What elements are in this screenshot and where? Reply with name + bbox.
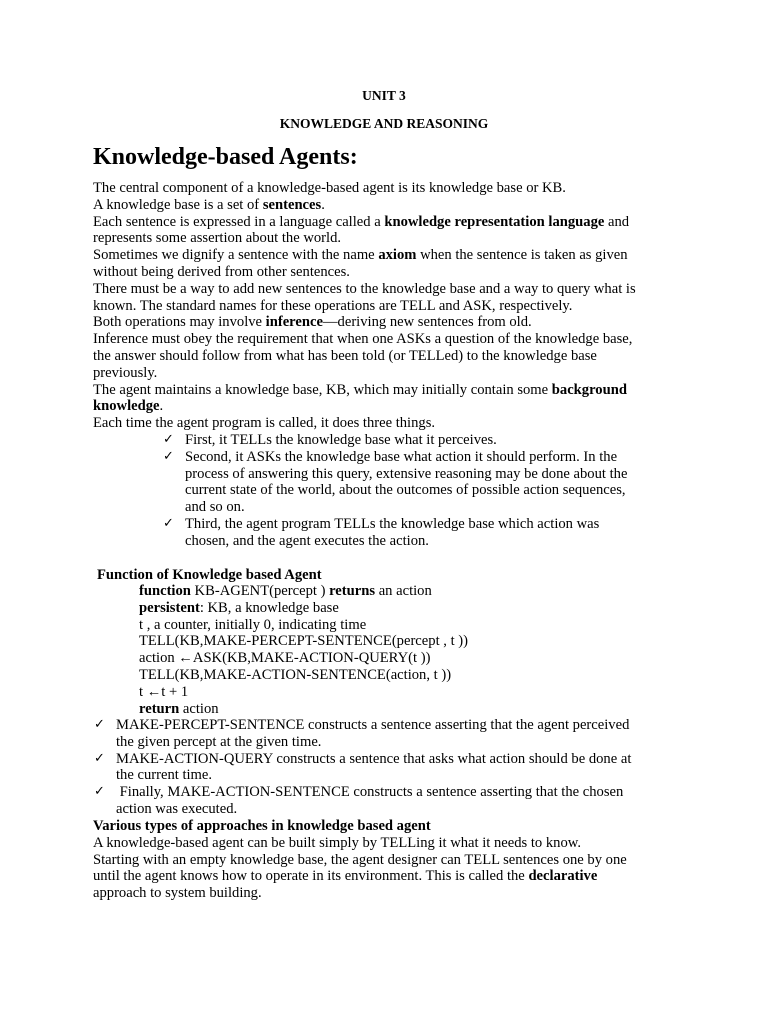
checkmark-icon: ✓ [163,432,174,447]
pseudocode-block [139,583,679,717]
checkmark-icon: ✓ [94,784,105,800]
list-item: ✓ First, it TELLs the knowledge base what it perceives. [163,432,497,448]
intro-line: There must be a way to add new sentences to the knowledge base and a way to query what is [93,280,636,297]
intro-line: the answer should follow from what has been told (or TELLed) to the knowledge base [93,347,597,364]
intro-line: Inference must obey the requirement that when one ASKs a question of the knowledge base, [93,331,633,348]
function-notes-list [94,717,694,818]
checkmark-icon: ✓ [94,717,105,732]
list-item: ✓ MAKE-ACTION-QUERY constructs a sentence that asks what action should be done at the current time. [94,750,632,784]
checkmark-icon: ✓ [163,448,174,464]
section-title: Knowledge-based Agents: [93,144,358,170]
approaches-section [93,818,678,902]
code-line: TELL(KB,MAKE-ACTION-SENTENCE(action, t )) [139,666,452,683]
list-item: ✓ MAKE-PERCEPT-SENTENCE constructs a sentence asserting that the agent perceived the given percept at the given time. [94,717,630,750]
intro-line: The central component of a knowledge-based agent is its knowledge base or KB. [93,180,566,196]
intro-line: Both operations may involve inference—deriving new sentences from old. [93,314,532,331]
approaches-heading: Various types of approaches in knowledge based agent [93,818,431,834]
checkmark-icon: ✓ [163,515,174,531]
unit-label: UNIT 3 [362,88,406,103]
intro-line: Sometimes we dignify a sentence with the name axiom when the sentence is taken as given [93,247,628,264]
intro-line: knowledge. [93,398,164,415]
function-heading: Function of Knowledge based Agent [97,567,322,583]
intro-line: known. The standard names for these operations are TELL and ASK, respectively. [93,297,573,314]
intro-line: Each time the agent program is called, it does three things. [93,415,436,432]
chapter-subtitle: KNOWLEDGE AND REASONING [279,116,489,131]
list-item: ✓ Finally, MAKE-ACTION-SENTENCE constructs a sentence asserting that the chosen action was executed. [94,784,624,817]
approaches-line: approach to system building. [93,885,262,902]
intro-line: The agent maintains a knowledge base, KB, which may initially contain some background [93,381,627,398]
approaches-line: A knowledge-based agent can be built simply by TELLing it what it needs to know. [93,834,581,851]
code-line: t , a counter, initially 0, indicating time [139,616,367,633]
intro-line: previously. [93,364,158,381]
list-item: ✓ Second, it ASKs the knowledge base what action it should perform. In the process of answering this query, extensive reasoning may be done about the current state of the world, about the outcomes of possible action sequences, and so on. [163,448,628,516]
code-line: t ←t + 1 [139,683,189,700]
list-item: ✓ Third, the agent program TELLs the knowledge base which action was chosen, and the agent executes the action. [163,515,600,549]
checkmark-icon: ✓ [94,750,105,766]
intro-line: A knowledge base is a set of sentences. [93,196,325,213]
code-line: return action [139,700,219,717]
code-line: TELL(KB,MAKE-PERCEPT-SENTENCE(percept , t )) [139,633,468,650]
code-line: action ←ASK(KB,MAKE-ACTION-QUERY(t )) [139,650,431,667]
code-line: persistent: KB, a knowledge base [139,599,339,616]
agent-steps-list [163,432,683,550]
approaches-line: until the agent knows how to operate in its environment. This is called the declarative [93,868,598,885]
code-line: function KB-AGENT(percept ) returns an action [139,583,432,599]
intro-line: without being derived from other sentences. [93,263,350,280]
intro-line: Each sentence is expressed in a language called a knowledge representation language and [93,213,630,230]
intro-text [93,180,678,432]
approaches-line: Starting with an empty knowledge base, the agent designer can TELL sentences one by one [93,851,627,868]
intro-line: represents some assertion about the world. [93,230,342,247]
